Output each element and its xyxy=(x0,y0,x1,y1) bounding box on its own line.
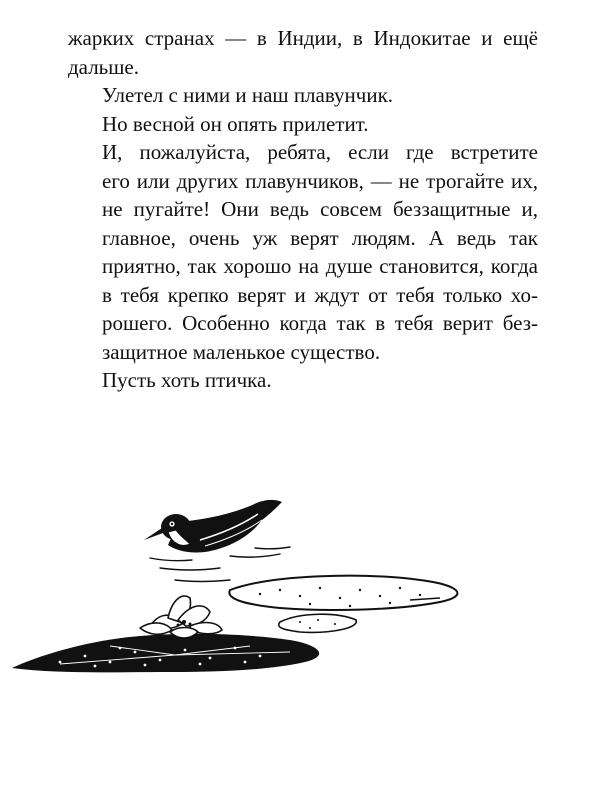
text-line: рошего. Особенно когда так в тебя верит без- xyxy=(102,311,538,335)
text-line: главное, очень уж верят людям. А ведь так xyxy=(102,225,538,250)
bird-icon xyxy=(144,500,282,553)
text-line: жарких странах — в Индии, в Индокитае и ещё xyxy=(68,26,538,50)
paragraph-2 xyxy=(68,81,538,110)
text-line: защитное маленькое существо. xyxy=(102,339,381,364)
lily-pad-front-icon xyxy=(12,634,319,672)
text-line: Пусть хоть птичка. xyxy=(102,368,272,392)
text-line: И, пожалуйста, ребята, если где встретите xyxy=(102,140,538,164)
paragraph-3 xyxy=(68,110,538,139)
text-line: дальше. xyxy=(68,54,139,79)
phalarope-illustration-icon xyxy=(0,480,600,700)
text-line: приятно, так хорошо на душе становится, когда xyxy=(102,254,538,278)
text-line: в тебя крепко верят и ждут от тебя только хо- xyxy=(102,282,538,307)
water-ripples xyxy=(150,547,290,582)
lily-pad-back-icon xyxy=(229,576,457,610)
page-text xyxy=(68,24,538,395)
text-line: Но весной он опять прилетит. xyxy=(102,111,369,136)
text-line: не пугайте! Они ведь совсем беззащитные и, xyxy=(102,197,538,221)
paragraph-5 xyxy=(68,366,538,395)
paragraph-1 xyxy=(68,24,538,81)
text-line: его или других плавунчиков, — не трогайте их, xyxy=(102,168,538,193)
paragraph-4 xyxy=(68,138,538,366)
text-line: Улетел с ними и наш плавунчик. xyxy=(102,83,394,107)
lily-pad-small-icon xyxy=(279,614,357,632)
